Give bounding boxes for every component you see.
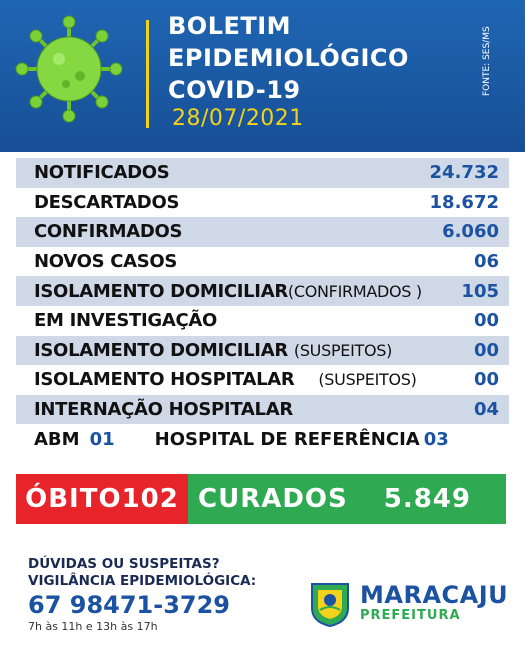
curados-value: 5.849 [383, 484, 471, 514]
curados-label: CURADOS [198, 484, 348, 514]
stat-row-isolamento-domiciliar-suspeitos [16, 336, 509, 366]
stat-label: ISOLAMENTO HOSPITALAR (SUSPEITOS) [34, 369, 417, 391]
stat-value: 105 [461, 280, 499, 302]
hospital-value: 03 [423, 428, 449, 450]
stat-label: CONFIRMADOS [34, 221, 183, 243]
maracaju-crest-icon [308, 580, 352, 628]
stat-label: ISOLAMENTO DOMICILIAR(CONFIRMADOS ) [34, 280, 422, 302]
stat-row-isolamento-hospitalar-suspeitos [16, 365, 509, 395]
obito-value: 102 [121, 484, 179, 514]
footer-hours: 7h às 11h e 13h às 17h [28, 620, 158, 633]
title-line-3: COVID-19 [168, 76, 301, 104]
header-banner [0, 0, 525, 152]
stat-label: EM INVESTIGAÇÃO [34, 310, 218, 332]
footer-phone[interactable]: 67 98471-3729 [28, 591, 231, 619]
stat-sublabel: (SUSPEITOS) [293, 340, 393, 360]
stat-value: 6.060 [442, 221, 499, 243]
source-label: FONTE: SES/MS [482, 26, 492, 96]
stat-value: 00 [473, 369, 499, 391]
stat-row-em-investigacao [16, 306, 509, 336]
brand-sub: PREFEITURA [360, 608, 461, 623]
curados-box [188, 474, 506, 524]
stat-label: NOTIFICADOS [34, 162, 170, 184]
stat-value: 24.732 [429, 162, 499, 184]
stat-value: 06 [473, 251, 499, 273]
abm-value: 01 [89, 428, 115, 450]
stat-value: 00 [473, 339, 499, 361]
stat-row-isolamento-domiciliar-confirmados [16, 276, 509, 306]
hospital-label: HOSPITAL DE REFERÊNCIA [154, 428, 420, 450]
obito-box [16, 474, 188, 524]
stat-label: ISOLAMENTO DOMICILIAR (SUSPEITOS) [34, 339, 393, 361]
stat-label: DESCARTADOS [34, 191, 180, 213]
footer-question: DÚVIDAS OU SUSPEITAS? [28, 556, 220, 572]
brand-block [360, 582, 508, 623]
obito-label: ÓBITO [25, 484, 122, 514]
abm-label: ABM [34, 428, 80, 450]
header-divider [146, 20, 149, 128]
stat-label: INTERNAÇÃO HOSPITALAR [34, 399, 293, 421]
virus-icon [14, 14, 124, 124]
stat-sublabel: (SUSPEITOS) [318, 370, 417, 390]
stat-row-notificados [16, 158, 509, 188]
stat-row-novos-casos [16, 247, 509, 277]
stat-row-confirmados [16, 217, 509, 247]
title-line-1: BOLETIM [168, 12, 292, 40]
footer-department: VIGILÂNCIA EPIDEMIOLÓGICA: [28, 573, 257, 589]
stat-sublabel: (CONFIRMADOS ) [287, 281, 422, 301]
stat-row-internacao-hospitalar [16, 395, 509, 425]
stat-label: NOVOS CASOS [34, 251, 178, 273]
stat-value: 00 [473, 310, 499, 332]
totals-bar [16, 474, 506, 524]
contact-footer [28, 556, 256, 633]
abm-hospital-row [16, 424, 509, 454]
stat-value: 18.672 [429, 191, 499, 213]
page-title [168, 10, 409, 106]
stat-value: 04 [473, 399, 499, 421]
bulletin-date: 28/07/2021 [172, 106, 304, 131]
brand-name: MARACAJU [360, 581, 509, 609]
stat-row-descartados [16, 188, 509, 218]
stats-table [16, 158, 509, 454]
title-line-2: EPIDEMIOLÓGICO [168, 44, 409, 72]
